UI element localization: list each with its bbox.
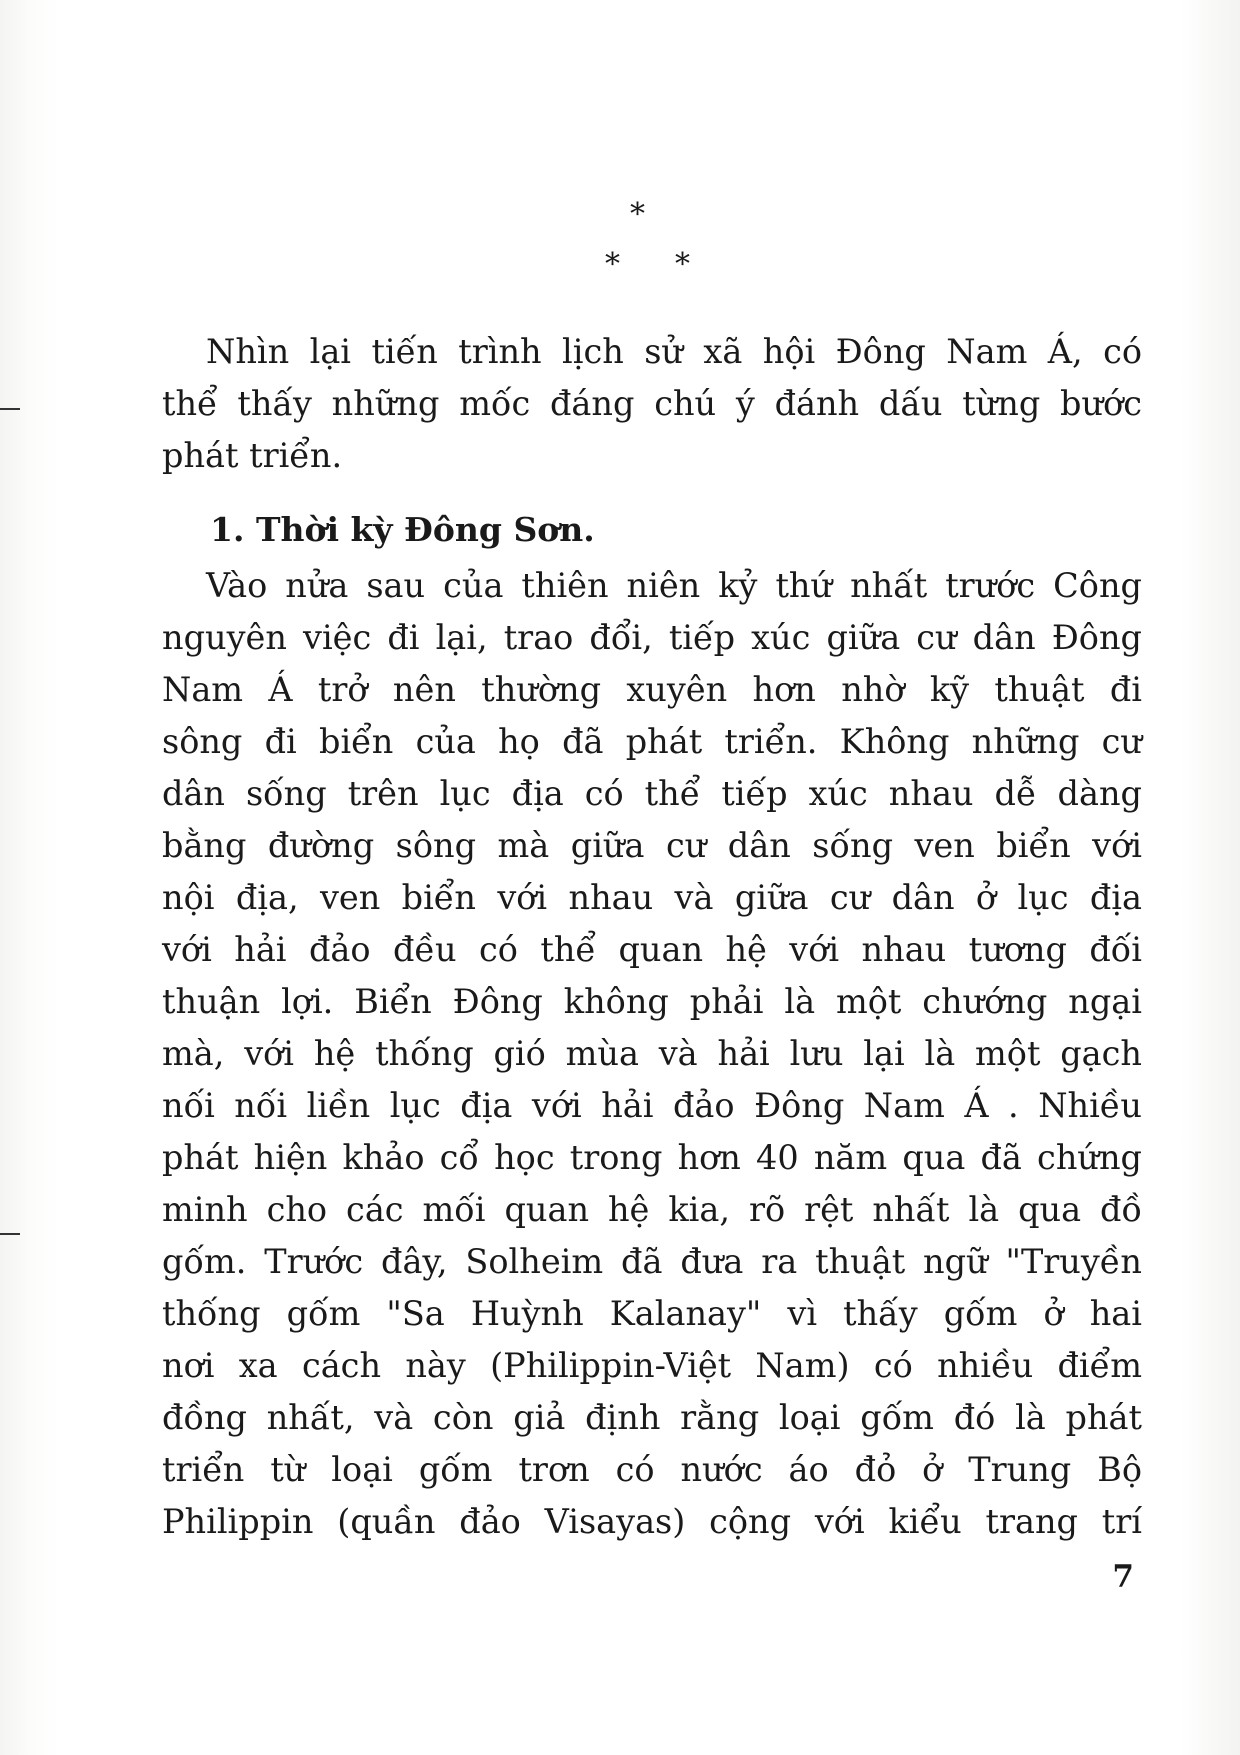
section-ornament <box>560 197 740 282</box>
text-line: thống gốm "Sa Huỳnh Kalanay" vì thấy gốm ở hai <box>162 1294 1142 1333</box>
text-line: Philippin (quần đảo Visayas) cộng với kiểu trang trí <box>162 1502 1142 1541</box>
body-paragraph <box>162 560 1142 1548</box>
intro-paragraph <box>162 326 1142 482</box>
text-line: phát triển. <box>162 436 343 475</box>
text-line: phát hiện khảo cổ học trong hơn 40 năm qua đã chứng <box>162 1138 1142 1177</box>
asterisk-left: * <box>605 247 620 282</box>
text-line: triển từ loại gốm trơn có nước áo đỏ ở Trung Bộ <box>162 1450 1142 1489</box>
asterisk-top: * <box>630 197 645 232</box>
asterisk-right: * <box>675 247 690 282</box>
text-line: bằng đường sông mà giữa cư dân sống ven biển với <box>162 826 1142 865</box>
text-line: Nhìn lại tiến trình lịch sử xã hội Đông Nam Á, có <box>206 332 1142 371</box>
text-line: thể thấy những mốc đáng chú ý đánh dấu từng bước <box>162 384 1142 423</box>
text-line: nơi xa cách này (Philippin-Việt Nam) có nhiều điểm <box>162 1346 1142 1385</box>
text-line: thuận lợi. Biển Đông không phải là một chướng ngại <box>162 982 1142 1021</box>
text-line: gốm. Trước đây, Solheim đã đưa ra thuật ngữ "Truyền <box>162 1242 1142 1281</box>
text-line: nội địa, ven biển với nhau và giữa cư dân ở lục địa <box>162 878 1142 917</box>
text-line: Vào nửa sau của thiên niên kỷ thứ nhất trước Công <box>206 566 1142 605</box>
margin-mark-bottom <box>0 1233 20 1235</box>
text-line: Nam Á trở nên thường xuyên hơn nhờ kỹ thuật đi <box>162 670 1142 709</box>
page-number: 7 <box>1112 1559 1134 1595</box>
body-text <box>162 326 1142 1548</box>
text-line: đồng nhất, và còn giả định rằng loại gốm đó là phát <box>162 1398 1142 1437</box>
text-line: với hải đảo đều có thể quan hệ với nhau tương đối <box>162 930 1142 969</box>
text-line: dân sống trên lục địa có thể tiếp xúc nhau dễ dàng <box>162 774 1142 813</box>
text-line: mà, với hệ thống gió mùa và hải lưu lại là một gạch <box>162 1034 1142 1073</box>
section-heading: 1. Thời kỳ Đông Sơn. <box>210 510 595 549</box>
text-line: minh cho các mối quan hệ kia, rõ rệt nhất là qua đồ <box>162 1190 1142 1229</box>
margin-mark-top <box>0 408 20 410</box>
text-line: nối nối liền lục địa với hải đảo Đông Nam Á . Nhiều <box>162 1086 1142 1125</box>
text-line: nguyên việc đi lại, trao đổi, tiếp xúc giữa cư dân Đông <box>162 618 1142 657</box>
text-line: sông đi biển của họ đã phát triển. Không những cư <box>162 722 1142 761</box>
